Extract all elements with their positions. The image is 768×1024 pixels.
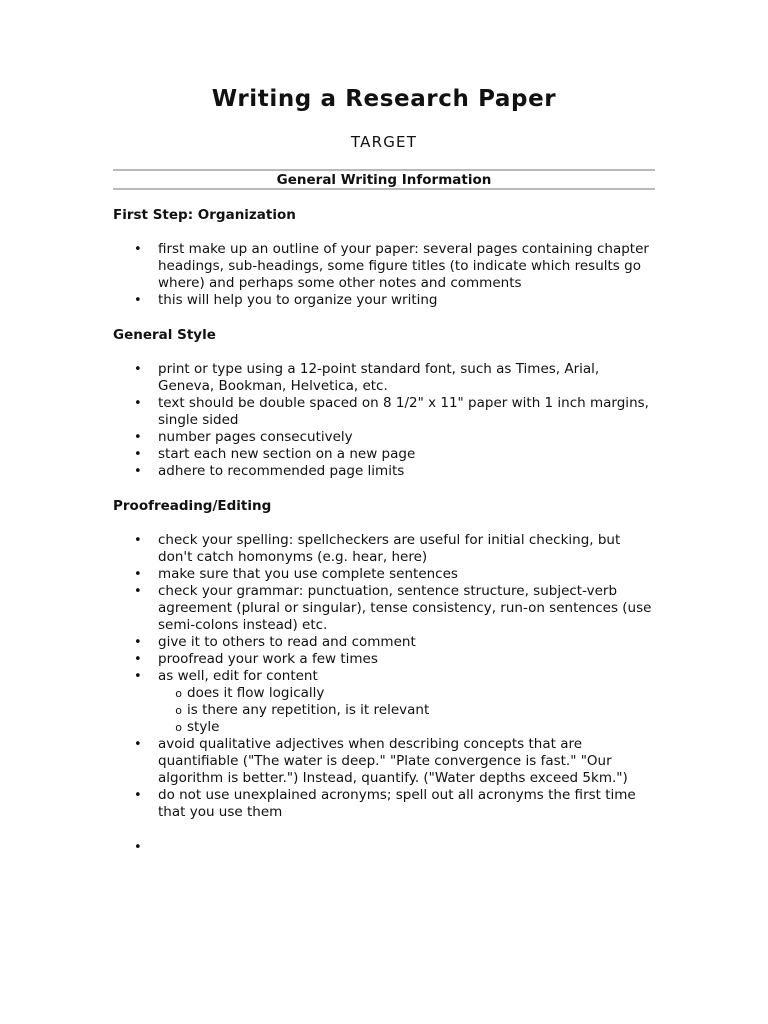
sub-list-item: o does it flow logically [158, 685, 658, 702]
list-item: • proofread your work a few times [113, 651, 658, 668]
list-item: • make sure that you use complete sentences [113, 566, 658, 583]
section-banner: General Writing Information [276, 172, 492, 188]
section-heading-proofreading: Proofreading/Editing [113, 498, 272, 514]
section-heading-organization: First Step: Organization [113, 207, 296, 223]
document-body [113, 207, 658, 874]
list-item: • give it to others to read and comment [113, 634, 658, 651]
list-item: • number pages consecutively [113, 429, 658, 446]
empty-list-item [113, 839, 658, 856]
list-item: • start each new section on a new page [113, 446, 658, 463]
list-item: • print or type using a 12-point standard font, such as Times, Arial, Geneva, Bookman, Helvetica, etc. [113, 361, 658, 395]
list-item: • adhere to recommended page limits [113, 463, 658, 480]
list-item: • check your spelling: spellcheckers are useful for initial checking, but don't catch homonyms (e.g. hear, here) [113, 532, 658, 566]
section-heading-general-style: General Style [113, 327, 216, 343]
list-item: • do not use unexplained acronyms; spell out all acronyms the first time that you use them [113, 787, 658, 821]
list-item: • this will help you to organize your writing [113, 292, 658, 309]
list-item-text: as well, edit for content [158, 668, 318, 684]
list-item: • text should be double spaced on 8 1/2" x 11" paper with 1 inch margins, single sided [113, 395, 658, 429]
trailing-list [113, 839, 658, 856]
proofreading-list [113, 532, 658, 821]
list-item: • check your grammar: punctuation, sentence structure, subject-verb agreement (plural or singular), tense consistency, run-on sentences (use semi-colons instead) etc. [113, 583, 658, 634]
list-item: • first make up an outline of your paper: several pages containing chapter headings, sub-headings, some figure titles (to indicate which results go where) and perhaps some other notes and comments [113, 241, 658, 292]
sub-list-item: o is there any repetition, is it relevant [158, 702, 658, 719]
list-item-with-sublist [113, 668, 658, 736]
document-subtitle: TARGET [350, 133, 418, 151]
content-edit-sublist [158, 685, 658, 736]
document-title: Writing a Research Paper [211, 86, 557, 112]
sub-list-item: o style [158, 719, 658, 736]
general-style-list [113, 361, 658, 480]
banner-top-rule [113, 169, 655, 171]
list-item: • avoid qualitative adjectives when describing concepts that are quantifiable ("The water is deep." "Plate convergence is fast." "Our algorithm is better.") Instead, quantify. ("Water depths exceed 5km.") [113, 736, 658, 787]
banner-bottom-rule [113, 188, 655, 190]
organization-list [113, 241, 658, 309]
